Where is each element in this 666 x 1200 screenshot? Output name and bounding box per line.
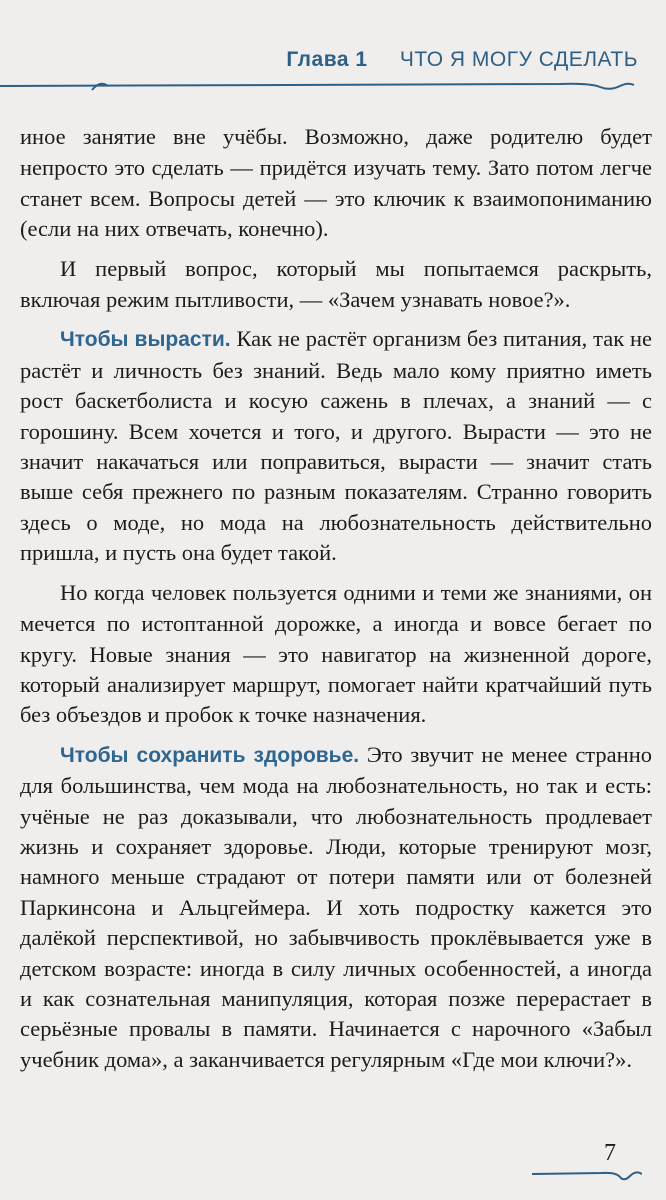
paragraph-text: Это звучит не менее странно для большинства, чем мода на любознательность, но так и есть: учёные не раз доказывали, что любознательность продлевает жизнь и сохраняет здоровье. Люди, которые тренируют мозг, намного меньше страдают от потери памяти или от болезней Паркинсона и Альцгеймера. И хоть подростку кажется это далёкой перспективой, но забывчивость проклёвывается уже в детском возрасте: иногда в силу личных особенностей, а иногда и как сознательная манипуляция, которая позже перерастает в серьёзные провалы в памяти. Начинается с нарочного «Забыл учебник дома», а заканчивается регулярным «Где мои ключи?». (20, 741, 652, 1072)
paragraph (20, 122, 652, 245)
paragraph (20, 254, 652, 316)
paragraph (20, 324, 652, 568)
chapter-title: ЧТО Я МОГУ СДЕЛАТЬ (399, 48, 638, 71)
chapter-label: Глава 1 (286, 48, 368, 71)
page-number: 7 (604, 1140, 616, 1166)
paragraph-lead: Чтобы вырасти. (60, 328, 231, 352)
footer-flourish (532, 1160, 642, 1186)
body-text (20, 122, 652, 1084)
paragraph-text: Но когда человек пользуется одними и теми же знаниями, он мечется по истоптанной дорожке, а иногда и вовсе бегает по кругу. Новые знания — это навигатор на жизненной дороге, который анализирует маршрут, помогает найти кратчайший путь без объездов и пробок к точке назначения. (20, 579, 652, 728)
paragraph-text: Как не растёт организм без питания, так не растёт и личность без знаний. Ведь мало кому приятно иметь рост баскетболиста и косую сажень в плечах, а знаний — с горошину. Всем хочется и того, и другого. Вырасти — это не значит накачаться или поправиться, вырасти — значит стать выше себя прежнего по разным показателям. Странно говорить здесь о моде, но мода на любознательность действительно пришла, и пусть она будет такой. (20, 326, 652, 566)
paragraph (20, 578, 652, 731)
paragraph-text: И первый вопрос, который мы попытаемся раскрыть, включая режим пытливости, — «Зачем узнавать новое?». (20, 255, 652, 313)
paragraph-lead: Чтобы сохранить здоровье. (60, 743, 360, 767)
paragraph (20, 740, 652, 1075)
paragraph-text: иное занятие вне учёбы. Возможно, даже родителю будет непросто это сделать — придётся изучать тему. Зато потом легче станет всем. Вопросы детей — это ключик к взаимопониманию (если на них отвечать, конечно). (20, 124, 652, 242)
running-header (0, 48, 638, 72)
header-rule (0, 72, 640, 96)
